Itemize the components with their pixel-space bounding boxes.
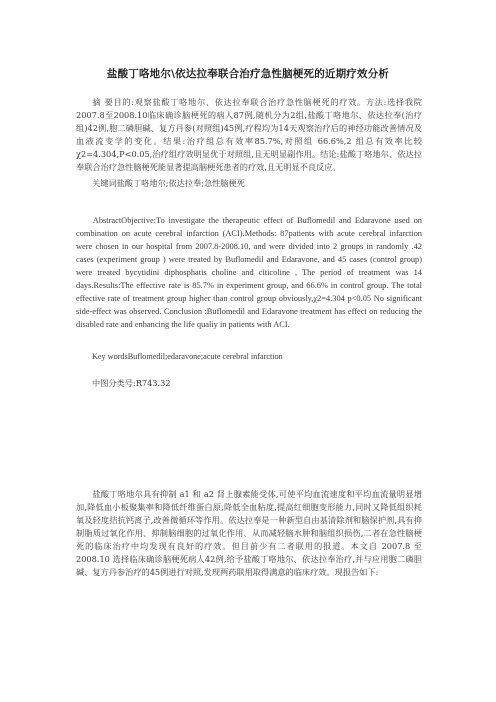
body-paragraph: 盐酸丁咯地尔具有抑制 a1 和 a2 肾上腺素能受体,可使平均血流速度和平均血流量明显增加,降低血小板聚集率和降低纤维蛋白原,降低全血粘度,提高红细胞变形能力,同时又降低组织耗氧及轻度拮抗钙离子,改善微循环等作用。依达拉奉是一种新型自由基清除剂和脑保护剂,具有抑制脂质过氧化作用、抑制脑细胞的过氧化作用、从而减轻脑水肿和脑组织损伤,二者在急性脑梗死的临床治疗中均发现有良好的疗效。但目前少有二者联用的报道。本文自 2007.8 至 2008.10 选择临床确诊脑梗死病人42例,给予盐酸丁咯地尔、依达拉奉治疗,并与应用胞二磷胆碱、复方丹参治疗的45例进行对照,发现两药联用取得满意的临床疗效。现报告如下: <box>76 489 422 577</box>
article-title: 盐酸丁咯地尔\依达拉奉联合治疗急性脑梗死的近期疗效分析 <box>106 68 390 80</box>
classification-number: 中图分类号:R743.32 <box>92 378 171 388</box>
english-keywords: Key wordsBuflomedil;edaravone;acute cerebral infarction <box>92 352 283 361</box>
chinese-keywords: 关键词盐酸丁咯地尔;依达拉奉;急性脑梗死 <box>92 178 245 188</box>
chinese-abstract: 摘 要目的:观察盐酸丁咯地尔、依达拉奉联合治疗急性脑梗死的疗效。方法:选择我院2007.8至2008.10临床确诊脑梗死的病人87例,随机分为2组,盐酸丁咯地尔、依达拉奉(治疗组)42例,胞二磷胆碱、复方丹参(对照组)45例,疗程均为14天观察治疗后的神经功能改善情况及血液流变学的变化。结果:治疗组总有效率85.7%,对照组 66.6%,2 组总有效率比较 χ2=4.304,P<0.05,治疗组疗效明显优于对照组,且无明显副作用。结论:盐酸丁咯地尔、依达拉奉联合治疗急性脑梗死能显著提高脑梗死患者的疗效,且无明显不良反应。 <box>76 97 422 172</box>
english-abstract: AbstractObjective:To investigate the therapeutic effect of Buflomedil and Edaravone used on combination on acute cerebral infarction (ACI).Methods: 87patients with acute cerebral infarction were chosen in our hospital from 2007.8-2008.10, and were divided into 2 groups in randomly .42 cases (experiment group ) were treated by Buflomedil and Edaravone, and 45 cases (control group) were treated bycytidini diphosphatis choline and citicoline , The period of treatment was 14 days.Results:The effective rate is 85.7% in experiment group, and 66.6% in control group. The total effective rate of treatment group higher than control group obviously,χ2=4.304 p<0.05 No significant side-effect was observed. Conclusion :Buflomedil and Edaravone treatment has effect on reducing the disabled rate and enhancing the life qualiy in patients with ACI. <box>76 216 422 329</box>
